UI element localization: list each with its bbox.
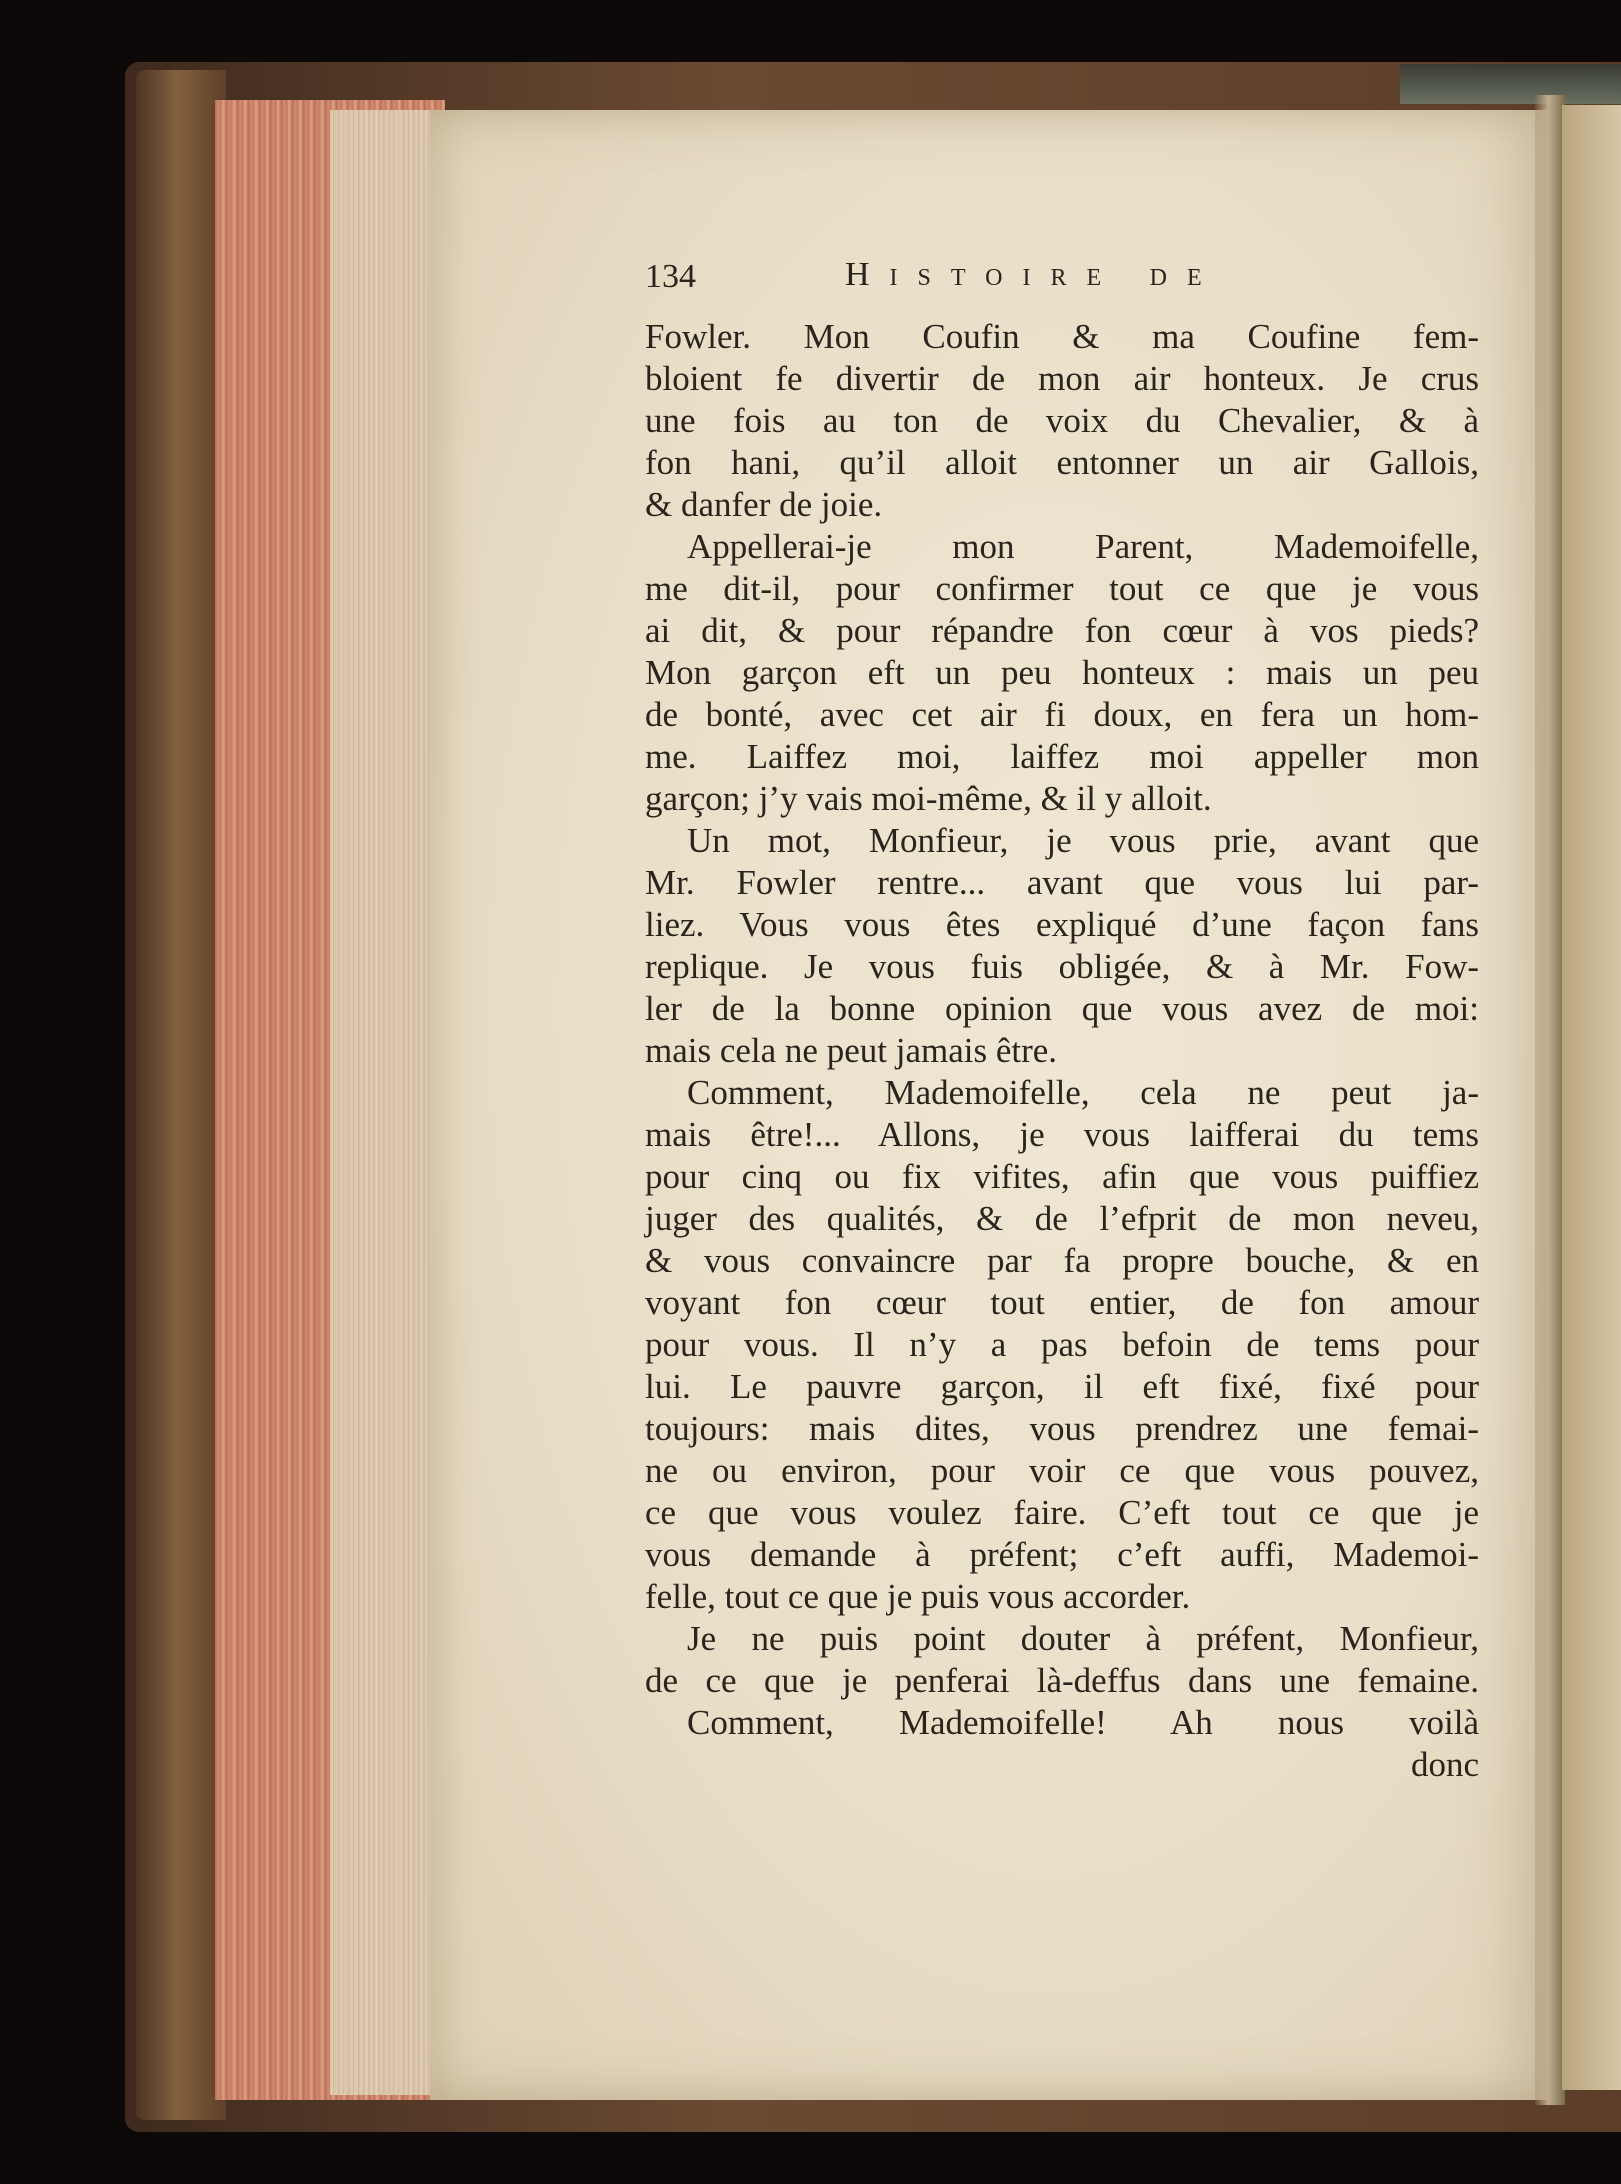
text-line: me. Laiffez moi, laiffez moi appeller mon <box>645 737 1479 776</box>
text-line: ler de la bonne opinion que vous avez de moi: <box>645 989 1479 1028</box>
catchword: donc <box>1410 1745 1479 1784</box>
text-line: toujours: mais dites, vous prendrez une femai- <box>645 1409 1479 1448</box>
text-line: Un mot, Monfieur, je vous prie, avant que <box>687 821 1479 860</box>
facing-page-edge <box>1562 105 1621 2090</box>
text-line: garçon; j’y vais moi-même, & il y alloit. <box>645 779 1212 818</box>
text-line: une fois au ton de voix du Chevalier, & à <box>645 401 1479 440</box>
cover-edge <box>136 70 226 2120</box>
text-line: ai dit, & pour répandre fon cœur à vos pieds? <box>645 611 1479 650</box>
text-line: vous demande à préfent; c’eft auffi, Mademoi- <box>645 1535 1479 1574</box>
text-line: & vous convaincre par fa propre bouche, & en <box>645 1241 1479 1280</box>
page-header <box>645 258 1485 298</box>
text-line: de bonté, avec cet air fi doux, en fera un hom- <box>645 695 1479 734</box>
text-line: lui. Le pauvre garçon, il eft fixé, fixé pour <box>645 1367 1479 1406</box>
text-line: voyant fon cœur tout entier, de fon amour <box>645 1283 1479 1322</box>
body-text <box>645 316 1479 1786</box>
text-line: Comment, Mademoifelle, cela ne peut ja- <box>687 1073 1479 1112</box>
text-line: pour vous. Il n’y a pas befoin de tems pour <box>645 1325 1479 1364</box>
page-number: 134 <box>645 258 696 295</box>
text-line: felle, tout ce que je puis vous accorder. <box>645 1577 1191 1616</box>
text-line: Comment, Mademoifelle! Ah nous voilà <box>687 1703 1479 1742</box>
text-line: fon hani, qu’il alloit entonner un air Gallois, <box>645 443 1479 482</box>
text-line: & danfer de joie. <box>645 485 883 524</box>
text-line: Appellerai-je mon Parent, Mademoifelle, <box>687 527 1479 566</box>
text-line: ce que vous voulez faire. C’eft tout ce que je <box>645 1493 1479 1532</box>
text-line: de ce que je penferai là-deffus dans une femaine. <box>645 1661 1479 1700</box>
text-line: liez. Vous vous êtes expliqué d’une façon fans <box>645 905 1479 944</box>
text-line: Mon garçon eft un peu honteux : mais un peu <box>645 653 1479 692</box>
text-line: mais cela ne peut jamais être. <box>645 1031 1058 1070</box>
text-line: mais être!... Allons, je vous laifferai du tems <box>645 1115 1479 1154</box>
text-line: ne ou environ, pour voir ce que vous pouvez, <box>645 1451 1479 1490</box>
text-line: replique. Je vous fuis obligée, & à Mr. Fow- <box>645 947 1479 986</box>
page-gutter <box>1535 95 1565 2105</box>
book-spine <box>1400 64 1621 104</box>
text-line: bloient fe divertir de mon air honteux. Je crus <box>645 359 1479 398</box>
text-line: juger des qualités, & de l’efprit de mon neveu, <box>645 1199 1479 1238</box>
text-line: Mr. Fowler rentre... avant que vous lui par- <box>645 863 1479 902</box>
running-title: Histoire de <box>845 256 1222 293</box>
text-line: Je ne puis point douter à préfent, Monfieur, <box>687 1619 1479 1658</box>
page-edges-inner <box>330 110 440 2095</box>
text-line: me dit-il, pour confirmer tout ce que je vous <box>645 569 1479 608</box>
text-line: pour cinq ou fix vifites, afin que vous puiffiez <box>645 1157 1479 1196</box>
text-line: Fowler. Mon Coufin & ma Coufine fem- <box>645 317 1479 356</box>
